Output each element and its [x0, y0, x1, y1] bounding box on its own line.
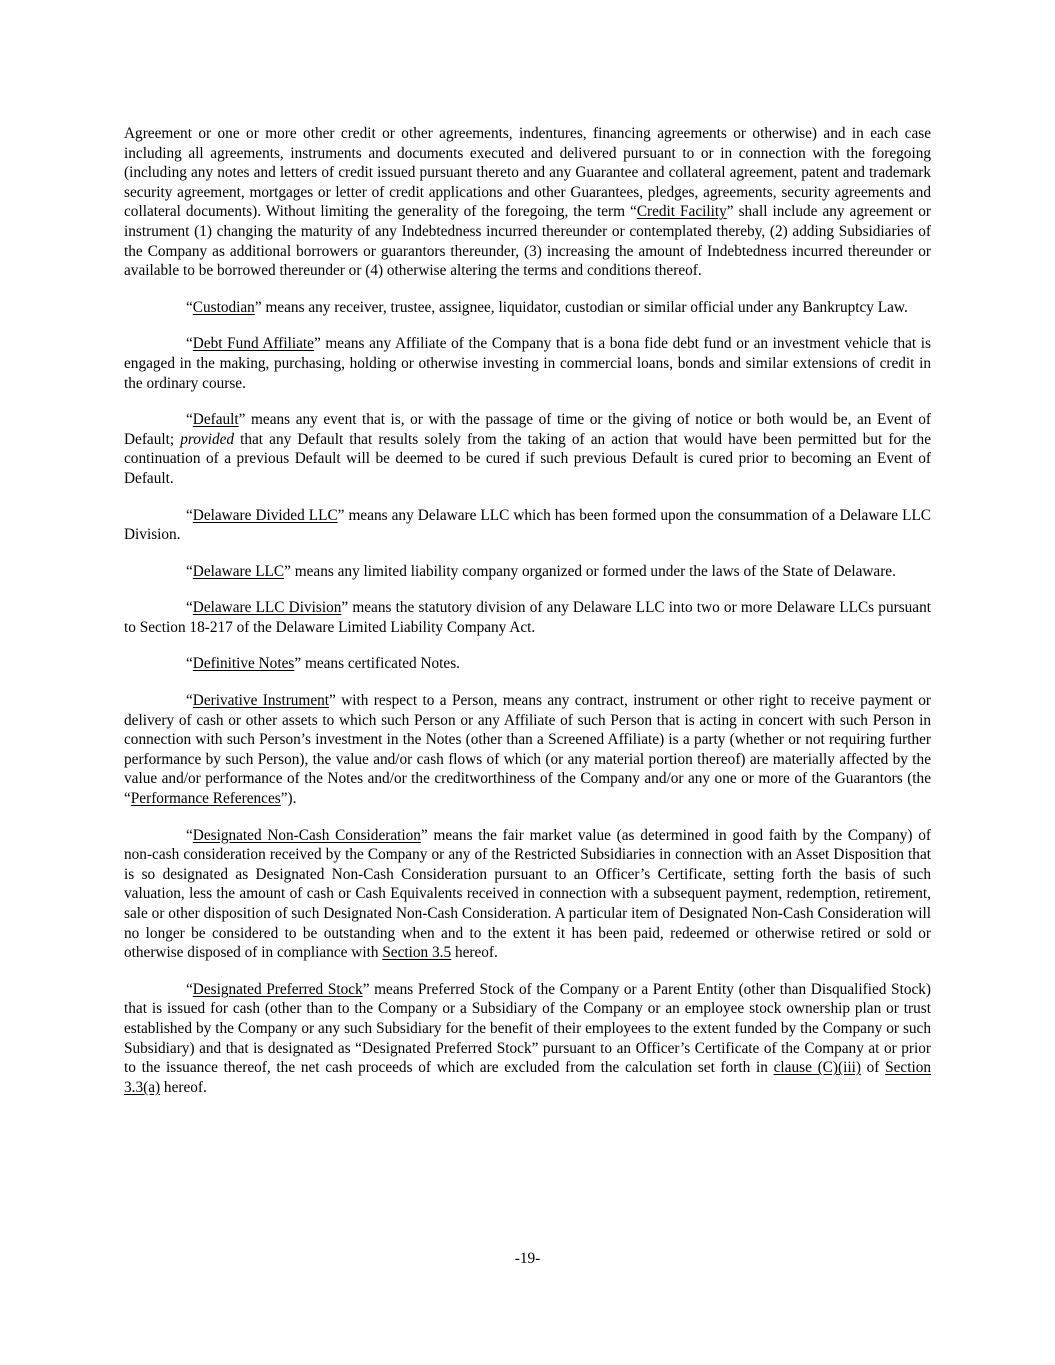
text: ” means the fair market value (as determined in good faith by the Company) of non-cash consideration received by the Company or any of the Restricted Subsidiaries in connection with an Asset Disposition that is so designated as Designated Non-Cash Consideration pursuant to an Officer’s Certificate, setting forth the basis of such valuation, less the amount of cash or Cash Equivalents received in connection with a subsequent payment, redemption, retirement, sale or other disposition of such Designated Non-Cash Consideration. A particular item of Designated Non-Cash Consideration will no longer be considered to be outstanding when and to the extent it has been paid, redeemed or otherwise retired or sold or otherwise disposed of in compliance with — [124, 826, 931, 962]
definition-default — [124, 410, 931, 488]
text: that any Default that results solely from the taking of an action that would have been permitted but for the continuation of a previous Default will be deemed to be cured if such previous Default is cured prior to becoming an Event of Default. — [124, 430, 931, 487]
defined-term-debt-fund-affiliate: Debt Fund Affiliate — [192, 335, 314, 353]
text: ” with respect to a Person, means any contract, instrument or other right to receive payment or delivery of cash or other assets to which such Person or any Affiliate of such Person that is acting in concert with such Person in connection with such Person’s investment in the Notes (other than a Screened Affiliate) is a party (whether or not requiring further performance by such Person), the value and/or cash flows of which (or any material portion thereof) are materially affected by the value and/or performance of the Notes and/or the creditworthiness of the Company and/or any one or more of the Guarantors (the “ — [124, 692, 931, 808]
text: ” means any receiver, trustee, assignee, liquidator, custodian or similar official under any Bankruptcy Law. — [254, 298, 908, 316]
text: “ — [186, 298, 193, 316]
defined-term-definitive-notes: Definitive Notes — [192, 655, 295, 673]
text: ”). — [280, 790, 297, 808]
text: ” means any Affiliate of the Company that is a bona fide debt fund or an investment vehicle that is engaged in the making, purchasing, holding or otherwise investing in commercial loans, bonds and similar extensions of credit in the ordinary course. — [124, 335, 931, 392]
defined-term-custodian: Custodian — [192, 298, 255, 316]
text: ” means the statutory division of any Delaware LLC into two or more Delaware LLCs pursuant to Section 18-217 of the Delaware Limited Liability Company Act. — [124, 599, 931, 636]
defined-term-delaware-divided-llc: Delaware Divided LLC — [192, 506, 338, 524]
cross-reference-clause-c-iii: clause (C)(iii) — [773, 1059, 861, 1077]
text: “ — [186, 562, 193, 580]
definition-debt-fund-affiliate — [124, 334, 931, 393]
definition-definitive-notes — [124, 654, 931, 674]
text: ” means any Delaware LLC which has been formed upon the consummation of a Delaware LLC Division. — [124, 506, 932, 544]
page-number: -19- — [514, 1250, 541, 1267]
defined-term-designated-non-cash-consideration: Designated Non-Cash Consideration — [192, 826, 421, 844]
text: “ — [186, 335, 193, 353]
text: Agreement or one or more other credit or other agreements, indentures, financing agreements or otherwise) and in each case including all agreements, instruments and documents executed and delivered pursuant to or in connection with the foregoing (including any notes and letters of credit issued pursuant thereto and any Guarantee and collateral agreement, patent and trademark security agreement, mortgages or letter of credit applications and other Guarantees, pledges, agreements, security agreements and collateral documents). Without limiting the generality of the foregoing, the term “ — [124, 125, 931, 221]
text: “ — [186, 411, 193, 429]
defined-term-designated-preferred-stock: Designated Preferred Stock — [192, 980, 363, 998]
definition-derivative-instrument — [124, 691, 931, 809]
text: of — [860, 1059, 886, 1077]
defined-term-credit-facility: Credit Facility — [636, 203, 727, 221]
italic-provided: provided — [180, 430, 235, 448]
definition-designated-preferred-stock — [124, 980, 931, 1098]
cross-reference-section-3-5: Section 3.5 — [382, 944, 452, 962]
text: “ — [186, 655, 193, 673]
defined-term-derivative-instrument: Derivative Instrument — [192, 692, 330, 710]
text: “ — [186, 599, 193, 617]
definition-designated-non-cash-consideration — [124, 826, 931, 963]
text: “ — [186, 826, 193, 844]
defined-term-default: Default — [192, 411, 239, 429]
definition-delaware-llc-division — [124, 598, 931, 637]
text: ” means certificated Notes. — [294, 655, 460, 673]
definition-delaware-llc — [124, 562, 931, 582]
text: “ — [186, 692, 193, 710]
defined-term-delaware-llc-division: Delaware LLC Division — [192, 599, 342, 617]
definition-custodian — [124, 298, 931, 318]
text: ” shall include any agreement or instrument (1) changing the maturity of any Indebtedness incurred thereunder or contemplated thereby, (2) adding Subsidiaries of the Company as additional borrowers or guarantors thereunder, (3) increasing the amount of Indebtedness incurred thereunder or available to be borrowed thereunder or (4) otherwise altering the terms and conditions thereof. — [124, 203, 931, 280]
defined-term-delaware-llc: Delaware LLC — [192, 562, 285, 580]
text: ” means Preferred Stock of the Company or a Parent Entity (other than Disqualified Stock) that is issued for cash (other than to the Company or a Subsidiary of the Company or an employee stock ownership plan or trust established by the Company or any such Subsidiary for the benefit of their employees to the extent funded by the Company or such Subsidiary) and that is designated as “Designated Preferred Stock” pursuant to an Officer’s Certificate of the Company at or prior to the issuance thereof, the net cash proceeds of which are excluded from the calculation set forth in — [124, 980, 931, 1077]
cross-reference-section-3-3-a: Section 3.3(a) — [124, 1059, 931, 1096]
text: hereof. — [451, 944, 498, 962]
document-body — [124, 124, 931, 1114]
text: ” means any limited liability company organized or formed under the laws of the State of Delaware. — [284, 562, 896, 580]
text: hereof. — [160, 1078, 207, 1096]
defined-term-performance-references: Performance References — [130, 790, 281, 808]
paragraph-credit-facility-continuation — [124, 124, 931, 281]
text: “ — [186, 506, 193, 524]
text: ” means any event that is, or with the passage of time or the giving of notice or both would be, an Event of Default; — [124, 411, 931, 448]
text: “ — [186, 980, 193, 998]
definition-delaware-divided-llc — [124, 506, 931, 545]
